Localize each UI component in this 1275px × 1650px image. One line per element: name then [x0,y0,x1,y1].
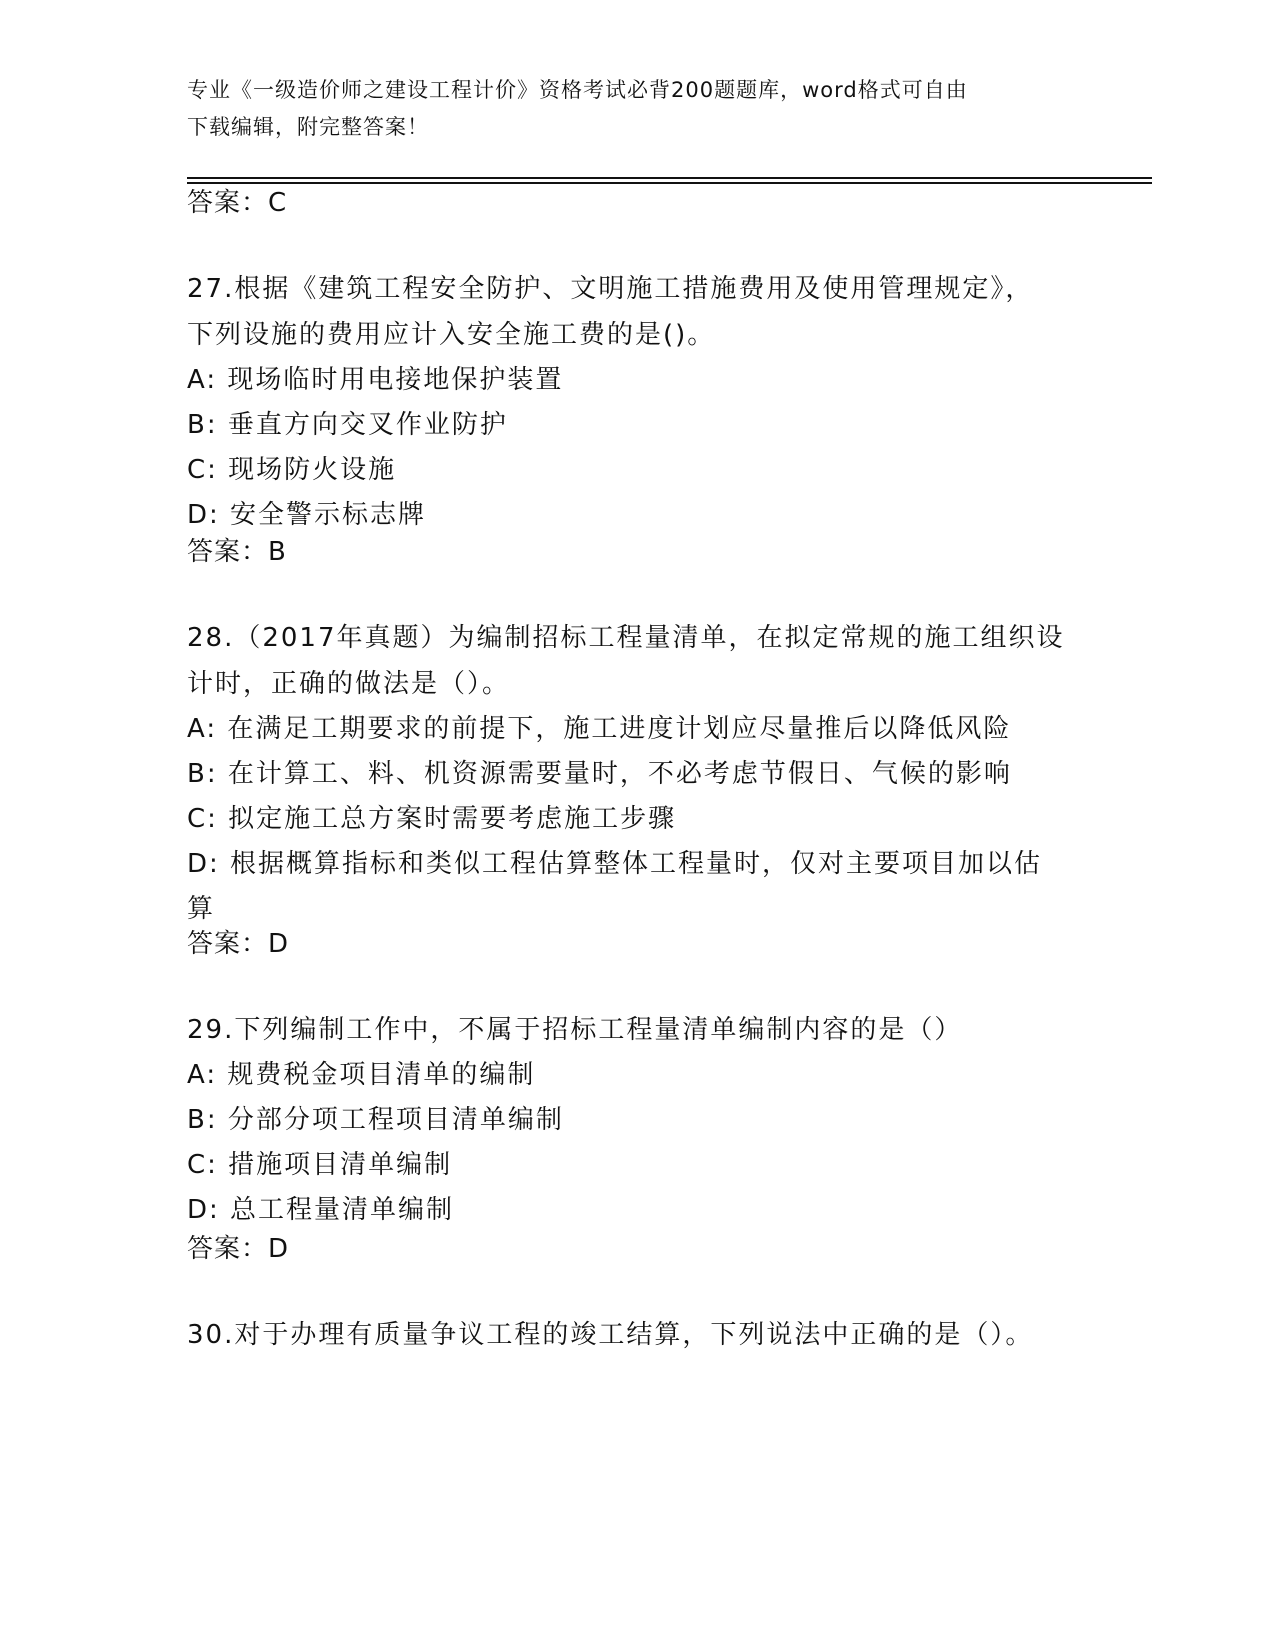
document-header [187,72,1067,146]
question-stem-line: 27.根据《建筑工程安全防护、文明施工措施费用及使用管理规定》， [187,274,1034,304]
question-option: A: 规费税金项目清单的编制 [187,1060,536,1090]
question-option: B: 在计算工、料、机资源需要量时，不必考虑节假日、气候的影响 [187,759,1012,789]
header-line: 专业《一级造价师之建设工程计价》资格考试必背200题题库，word格式可自由 [187,78,968,102]
question-block [187,1312,1087,1358]
question-option: C: 措施项目清单编制 [187,1150,453,1180]
question-option: C: 拟定施工总方案时需要考虑施工步骤 [187,804,677,834]
question-option: A: 现场临时用电接地保护装置 [187,365,564,395]
question-option: B: 分部分项工程项目清单编制 [187,1105,564,1135]
question-stem-line: 29.下列编制工作中，不属于招标工程量清单编制内容的是（） [187,1015,963,1045]
answer-line: 答案：D [187,929,290,959]
header-divider [187,182,1152,184]
question-block [187,1007,1087,1233]
question-option: D: 根据概算指标和类似工程估算整体工程量时，仅对主要项目加以估 [187,849,1043,879]
question-stem-line: 下列设施的费用应计入安全施工费的是()。 [187,320,716,350]
question-option: A: 在满足工期要求的前提下，施工进度计划应尽量推后以降低风险 [187,714,1012,744]
answer-line: 答案：C [187,188,288,218]
answer-line: 答案：B [187,537,287,567]
question-stem-line: 28.（2017年真题）为编制招标工程量清单，在拟定常规的施工组织设 [187,623,1065,653]
question-option: D: 安全警示标志牌 [187,500,427,530]
question-stem-line: 30.对于办理有质量争议工程的竣工结算，下列说法中正确的是（）。 [187,1320,1034,1350]
question-option: C: 现场防火设施 [187,455,397,485]
header-line: 下载编辑，附完整答案！ [187,115,429,139]
answer-line: 答案：D [187,1234,290,1264]
question-option: B: 垂直方向交叉作业防护 [187,410,508,440]
question-option: D: 总工程量清单编制 [187,1195,455,1225]
question-option: 算 [187,894,216,924]
question-block [187,615,1087,932]
question-stem-line: 计时，正确的做法是（）。 [187,669,511,699]
header-divider [187,177,1152,179]
question-block [187,266,1087,538]
